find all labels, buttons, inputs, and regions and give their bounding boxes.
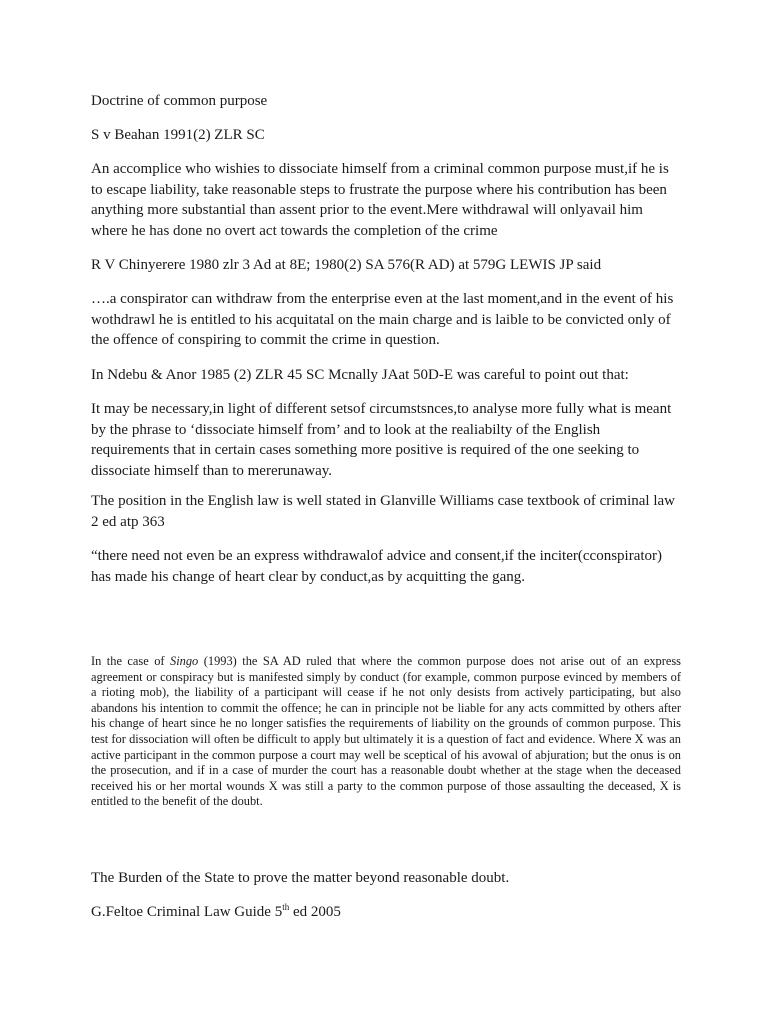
- case-citation-chinyerere: R V Chinyerere 1980 zlr 3 Ad at 8E; 1980(2) SA 576(R AD) at 579G LEWIS JP said: [91, 257, 602, 273]
- paragraph-ndebu: It may be necessary,in light of different setsof circumstsnces,to analyse more fully what is meant by the phrase to ‘dissociate himself from’ and to look at the realiabilty of the English requirements that in certain cases something more positive is required of the one seeking to dissociate himself than to mererunaway.: [91, 401, 672, 479]
- reference-superscript: th: [282, 902, 290, 912]
- paragraph-english-law: The position in the English law is well stated in Glanville Williams case textbook of criminal law 2 ed atp 363: [91, 493, 676, 530]
- reference-author: G.Feltoe Criminal Law Guide 5: [91, 904, 283, 920]
- reference-line: [91, 902, 681, 923]
- case-citation-beahan: S v Beahan 1991(2) ZLR SC: [91, 127, 265, 143]
- document-title: Doctrine of common purpose: [91, 93, 268, 109]
- paragraph-beahan: An accomplice who wishies to dissociate himself from a criminal common purpose must,if he is to escape liability, take reasonable steps to frustrate the purpose where his contribution has been anything more substantial than assent prior to the event.Mere withdrawal will onlyavail him where he has done no overt act towards the completion of the crime: [91, 161, 669, 239]
- case-intro-ndebu: In Ndebu & Anor 1985 (2) ZLR 45 SC Mcnally JAat 50D-E was careful to point out that:: [91, 367, 629, 383]
- paragraph-burden: The Burden of the State to prove the matter beyond reasonable doubt.: [91, 870, 510, 886]
- paragraph-williams-quote: “there need not even be an express withdrawalof advice and consent,if the inciter(cconspirator) has made his change of heart clear by conduct,as by acquitting the gang.: [91, 548, 663, 585]
- paragraph-singo: [91, 654, 681, 810]
- singo-case-name: Singo: [170, 654, 199, 668]
- reference-suffix: ed 2005: [289, 904, 341, 920]
- singo-body: (1993) the SA AD ruled that where the common purpose does not arise out of an express agreement or conspiracy but is manifested simply by conduct (for example, common purpose evinced by members of a rioting mob), the liability of a participant will cease if he not only desists from actively participating, but also abandons his intention to commit the offence; he can in principle not be liable for any acts committed by others after his change of heart since he no longer satisfies the requirements of liability on the grounds of common purpose. This test for dissociation will often be difficult to apply but ultimately it is a question of fact and evidence. Where X was an active participant in the common purpose a court may well be sceptical of his avowal of abjuration; but the onus is on the prosecution, and if in a case of murder the court has a reasonable doubt whether at the stage when the deceased received his or her mortal wounds X was still a party to the common purpose of those assaulting the deceased, X is entitled to the benefit of the doubt.: [91, 654, 681, 809]
- paragraph-chinyerere-quote: ….a conspirator can withdraw from the enterprise even at the last moment,and in the event of his wothdrawl he is entitled to his acquitatal on the main charge and is laible to be convicted only of the offence of conspiring to commit the crime in question.: [91, 291, 674, 348]
- singo-prefix: In the case of: [91, 654, 171, 668]
